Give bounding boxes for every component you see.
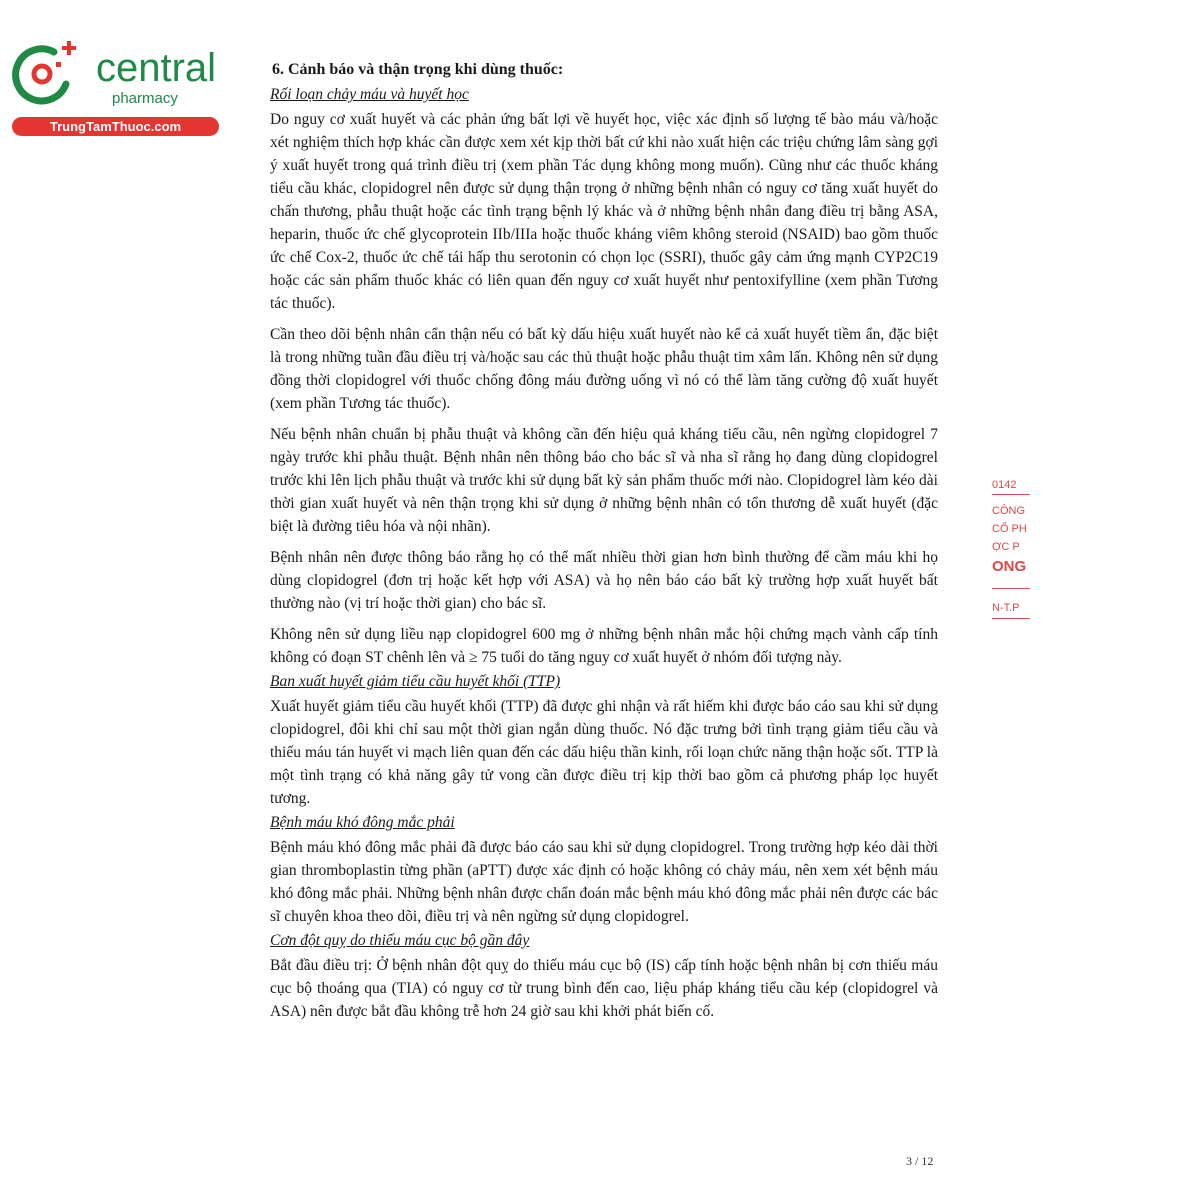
red-stamp — [992, 474, 1030, 624]
stamp-text: ỢC P — [992, 541, 1020, 553]
section-heading: 6. Cảnh báo và thận trọng khi dùng thuốc: — [272, 61, 564, 78]
stamp-text: 0142 — [992, 479, 1017, 491]
paragraph: Không nên sử dụng liều nạp clopidogrel 600 mg ở những bệnh nhân mắc hội chứng mạch vành cấp tính không có đoạn ST chênh lên và ≥ 75 tuổi do tăng nguy cơ xuất huyết ở nhóm đối tượng này. — [270, 626, 938, 666]
subheading-stroke: Cơn đột quỵ do thiếu máu cục bộ gần đây — [270, 932, 530, 949]
brand-subtitle: pharmacy — [112, 90, 178, 107]
document-body — [270, 58, 938, 1031]
stamp-rule — [992, 618, 1030, 619]
paragraph: Bắt đầu điều trị: Ở bệnh nhân đột quỵ do thiếu máu cục bộ (IS) cấp tính hoặc bệnh nhân bị cơn thiếu máu cục bộ thoáng qua (TIA) có nguy cơ từ trung bình đến cao, liệu pháp kháng tiểu cầu kép (clopidogrel và ASA) nên được bắt đầu không trễ hơn 24 giờ sau khi khởi phát biến cố. — [270, 957, 938, 1020]
subheading-ttp: Ban xuất huyết giảm tiểu cầu huyết khối (TTP) — [270, 673, 561, 690]
central-pharmacy-logo[interactable] — [10, 38, 215, 138]
paragraph: Bệnh máu khó đông mắc phải đã được báo cáo sau khi sử dụng clopidogrel. Trong trường hợp kéo dài thời gian thromboplastin từng phần (aPTT) được xác định có hoặc không có chảy máu, nên xem xét bệnh máu khó đông mắc phải. Những bệnh nhân được chẩn đoán mắc bệnh máu khó đông mắc phải nên được các bác sĩ chuyên khoa theo dõi, điều trị và nên ngừng sử dụng clopidogrel. — [270, 839, 938, 925]
paragraph: Bệnh nhân nên được thông báo rằng họ có thể mất nhiều thời gian hơn bình thường để cầm máu khi họ dùng clopidogrel (đơn trị hoặc kết hợp với ASA) và họ nên báo cáo bất kỳ trường hợp xuất huyết bất thường nào (vị trí hoặc thời gian) cho bác sĩ. — [270, 549, 938, 612]
paragraph: Nếu bệnh nhân chuẩn bị phẫu thuật và không cần đến hiệu quả kháng tiểu cầu, nên ngừng clopidogrel 7 ngày trước khi phẫu thuật. Bệnh nhân nên thông báo cho bác sĩ và nha sĩ rằng họ đang dùng clopidogrel trước khi lên lịch phẫu thuật và trước khi sử dụng bất kỳ sản phẩm thuốc mới nào. Clopidogrel làm kéo dài thời gian xuất huyết và nên thận trọng khi sử dụng ở những bệnh nhân có tổn thương dễ xuất huyết (đặc biệt là đường tiêu hóa và nội nhãn). — [270, 426, 938, 535]
paragraph: Cần theo dõi bệnh nhân cẩn thận nếu có bất kỳ dấu hiệu xuất huyết nào kể cả xuất huyết tiềm ẩn, đặc biệt là trong những tuần đầu điều trị và/hoặc sau các thủ thuật hoặc phẫu thuật tim xâm lấn. Không nên sử dụng đồng thời clopidogrel với thuốc chống đông máu đường uống vì nó có thể làm tăng cường độ xuất huyết (xem phần Tương tác thuốc). — [270, 326, 938, 412]
stamp-text: ONG — [992, 558, 1027, 575]
stamp-text: CỔ PH — [992, 523, 1027, 535]
subheading-hemophilia: Bệnh máu khó đông mắc phải — [270, 814, 455, 831]
stamp-rule — [992, 494, 1030, 495]
brand-url[interactable]: TrungTamThuoc.com — [12, 117, 219, 136]
paragraph: Do nguy cơ xuất huyết và các phản ứng bất lợi về huyết học, việc xác định số lượng tế bào máu và/hoặc xét nghiệm thích hợp khác cần được xem xét kịp thời bất cứ khi nào xuất hiện các triệu chứng lâm sàng gợi ý xuất huyết trong quá trình điều trị (xem phần Tác dụng không mong muốn). Cũng như các thuốc kháng tiểu cầu khác, clopidogrel nên được sử dụng thận trọng ở những bệnh nhân có nguy cơ tăng xuất huyết do chấn thương, phẫu thuật hoặc các tình trạng bệnh lý khác và ở những bệnh nhân đang điều trị bằng ASA, heparin, thuốc ức chế glycoprotein IIb/IIIa hoặc thuốc kháng viêm không steroid (NSAID) bao gồm thuốc ức chế Cox-2, thuốc ức chế tái hấp thu serotonin có chọn lọc (SSRI), thuốc gây cảm ứng mạnh CYP2C19 hoặc các sản phẩm thuốc khác có liên quan đến nguy cơ xuất huyết như pentoxifylline (xem phần Tương tác thuốc). — [270, 111, 938, 312]
paragraph: Xuất huyết giảm tiểu cầu huyết khối (TTP) đã được ghi nhận và rất hiếm khi được báo cáo sau khi sử dụng clopidogrel, đôi khi chỉ sau một thời gian ngắn dùng thuốc. Nó đặc trưng bởi tình trạng giảm tiểu cầu và thiếu máu tán huyết vi mạch liên quan đến các dấu hiệu thần kinh, rối loạn chức năng thận hoặc sốt. TTP là một tình trạng có khả năng gây tử vong cần được điều trị kịp thời bao gồm cả phương pháp lọc huyết tương. — [270, 698, 938, 807]
subheading-bleeding: Rối loạn chảy máu và huyết học — [270, 86, 469, 103]
brand-name: central — [96, 46, 217, 90]
stamp-rule — [992, 588, 1030, 589]
page-number: 3 / 12 — [906, 1154, 934, 1168]
pharmacy-logo-icon — [10, 40, 78, 108]
stamp-text: N-T.P — [992, 602, 1020, 614]
stamp-text: CÔNG — [992, 505, 1025, 517]
